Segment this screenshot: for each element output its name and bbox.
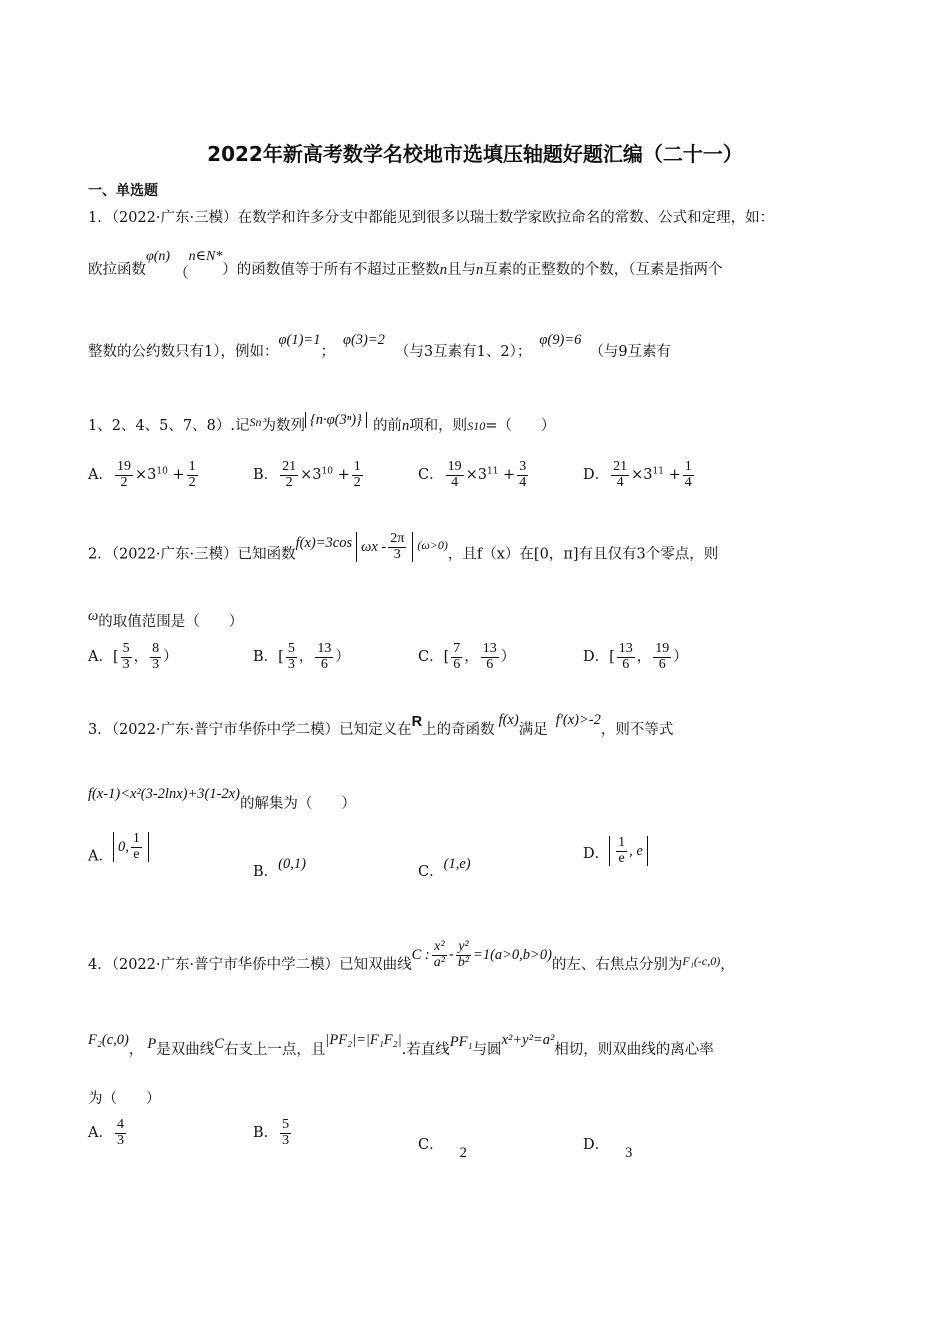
q1-euler-phi: φ(n) xyxy=(146,249,171,264)
option-label: B．[ xyxy=(253,649,284,666)
q1-text: ）的函数值等于所有不超过正整数 xyxy=(222,262,440,278)
fraction xyxy=(616,836,627,866)
bracket: ） xyxy=(673,649,688,666)
denominator: 6 xyxy=(658,656,666,672)
denominator: 4 xyxy=(616,474,624,490)
q1-text: 1、2、4、5、7、8）.记 xyxy=(88,418,250,434)
q1-text: 的前 xyxy=(372,418,402,434)
q3-option-a[interactable] xyxy=(88,831,149,872)
numerator: 1 xyxy=(684,459,692,474)
fraction xyxy=(286,642,297,672)
q3-f-x: f(x) xyxy=(498,712,519,728)
bracket: ） xyxy=(163,649,178,666)
times-power: ×3 xyxy=(465,467,487,484)
numerator: 5 xyxy=(122,641,130,656)
exponent: 11 xyxy=(486,466,499,477)
q4-line-1 xyxy=(88,939,858,980)
numerator: 13 xyxy=(618,641,633,656)
option-label: B． xyxy=(253,467,279,484)
q2-option-a[interactable] xyxy=(88,642,178,672)
option-label: A． xyxy=(88,1125,113,1142)
numerator: 1 xyxy=(353,459,361,474)
fraction xyxy=(131,832,142,862)
option-label: D． xyxy=(583,467,610,484)
q1-text: 且与 xyxy=(447,262,477,278)
q1-line-1: 1．（2022·广东·三模）在数学和许多分支中都能见到很多以瑞士数学家欧拉命名的常数、公式和定理，如： xyxy=(88,210,775,226)
q4-text: 右支上一点，且 xyxy=(223,1042,326,1058)
option-value: 3 xyxy=(625,1145,633,1161)
denominator: 3 xyxy=(393,546,401,562)
times-power: ×3 xyxy=(134,467,157,484)
bracket: ） xyxy=(335,649,350,666)
numerator: y² xyxy=(458,939,469,954)
numerator: 1 xyxy=(132,831,140,846)
q3-option-d[interactable] xyxy=(583,835,648,878)
denominator: e xyxy=(133,846,140,862)
q4-text: 的左、右焦点分别为 xyxy=(551,957,683,974)
denominator: 6 xyxy=(622,656,630,672)
comma: ， xyxy=(298,649,314,666)
q2-option-b[interactable] xyxy=(253,642,350,672)
q1-text: 互素的正整数的个数，（互素是指两个 xyxy=(483,262,723,278)
q4-text: 相切，则双曲线的离心率 xyxy=(554,1042,714,1058)
section-heading: 一、单选题 xyxy=(88,183,158,199)
denominator: 2 xyxy=(285,474,293,490)
option-label: C． xyxy=(418,864,444,880)
q4-option-d[interactable] xyxy=(583,1133,633,1161)
q4-line-pf1: PF₁ xyxy=(449,1034,473,1050)
numerator: 5 xyxy=(287,641,295,656)
denominator: 3 xyxy=(287,656,295,672)
q4-line-3: 为（ ） xyxy=(88,1091,161,1107)
denominator: 3 xyxy=(282,1132,290,1148)
interval xyxy=(609,836,648,866)
option-label: C． xyxy=(418,1137,444,1153)
q1-option-c[interactable] xyxy=(418,460,530,490)
q1-domain: n∈N* xyxy=(188,249,223,264)
option-label: B． xyxy=(253,1125,279,1142)
q1-s10: S10 xyxy=(467,419,486,433)
fraction xyxy=(653,642,671,672)
q4-option-c[interactable] xyxy=(418,1133,467,1161)
denominator: e xyxy=(618,850,625,866)
q2-condition: (ω>0) xyxy=(417,537,448,552)
q3-text: 的解集为（ ） xyxy=(239,796,356,812)
q4-condition: |PF₂|=|F₁F₂| xyxy=(325,1032,402,1048)
q2-line-2 xyxy=(88,610,858,631)
q4-text: 与圆 xyxy=(472,1042,502,1058)
fraction xyxy=(150,642,161,672)
denominator: 3 xyxy=(122,656,130,672)
fraction xyxy=(115,460,133,490)
q3-text: 3．（2022·广东·普宁市华侨中学二模）已知定义在 xyxy=(88,722,412,738)
option-value: 2 xyxy=(459,1145,467,1161)
q1-text: （与3互素有1、2）； xyxy=(394,344,532,360)
q2-argument xyxy=(356,532,413,562)
page-title: 2022年新高考数学名校地市选填压轴题好题汇编（二十一） xyxy=(207,142,743,166)
plus: + xyxy=(503,467,516,484)
numerator: 7 xyxy=(453,641,461,656)
numerator: 2π xyxy=(390,531,405,546)
interval: (0,1) xyxy=(278,856,306,872)
option-label: A． xyxy=(88,467,113,484)
q4-equation: =1(a>0,b>0) xyxy=(473,947,552,964)
q2-option-d[interactable] xyxy=(583,642,688,672)
fraction xyxy=(280,1118,291,1148)
q1-example-1: φ(1)=1 xyxy=(278,332,321,348)
numerator: 3 xyxy=(519,459,527,474)
q2-text: 2．（2022·广东·三模）已知函数 xyxy=(88,546,296,563)
q3-option-c[interactable] xyxy=(418,856,471,881)
q4-text: 4．（2022·广东·普宁市华侨中学二模）已知双曲线 xyxy=(88,957,412,974)
numerator: 4 xyxy=(116,1117,124,1132)
numerator: 13 xyxy=(317,641,332,656)
numerator: 21 xyxy=(613,459,628,474)
q1-text: （与9互素有 xyxy=(589,344,672,360)
q1-var-n: n xyxy=(401,418,410,434)
interval-start: 0, xyxy=(117,838,129,855)
plus: + xyxy=(337,467,350,484)
option-label: C．[ xyxy=(418,649,450,666)
q1-line-4 xyxy=(88,414,858,435)
q1-sn: Sn xyxy=(249,415,262,429)
option-label: D．[ xyxy=(583,649,615,666)
q3-reals: R xyxy=(411,714,423,730)
q1-example-2: φ(3)=2 xyxy=(342,332,385,348)
q3-text: ，则不等式 xyxy=(600,722,674,738)
q1-text: 为数列 xyxy=(261,418,305,434)
q3-inequality: f(x-1)<x²(3-2lnx)+3(1-2x) xyxy=(88,786,240,802)
bracket: ） xyxy=(500,649,516,666)
q2-omega-x: ωx - xyxy=(361,538,387,555)
numerator: 19 xyxy=(116,459,131,474)
option-label: D． xyxy=(583,1137,610,1153)
fraction xyxy=(481,642,499,672)
fraction xyxy=(315,642,333,672)
q1-option-b[interactable] xyxy=(253,460,365,490)
q1-var-n: n xyxy=(476,262,484,278)
comma: ， xyxy=(636,649,652,666)
q4-curve-c: C xyxy=(214,1036,224,1052)
q4-focus-2: F₂(c,0) xyxy=(88,1032,129,1048)
denominator: a² xyxy=(433,954,445,970)
q4-text: ， xyxy=(720,957,735,974)
q4-option-a[interactable] xyxy=(88,1118,128,1148)
q4-circle: x²+y²=a² xyxy=(501,1032,555,1048)
q3-line-1 xyxy=(88,712,858,739)
q1-text: （ xyxy=(174,266,189,282)
q2-omega: ω xyxy=(88,608,99,624)
interval: (1,e) xyxy=(443,856,471,872)
option-label: C． xyxy=(418,467,444,484)
numerator: 8 xyxy=(152,641,160,656)
plus: + xyxy=(172,467,185,484)
q1-text: 整数的公约数只有1），例如： xyxy=(88,344,279,360)
exponent: 11 xyxy=(652,466,664,477)
q4-text: 是双曲线 xyxy=(156,1042,215,1058)
numerator: 1 xyxy=(618,835,626,850)
times-power: ×3 xyxy=(300,467,322,484)
fraction xyxy=(517,460,528,490)
denominator: 3 xyxy=(116,1132,124,1148)
q1-var-n: n xyxy=(439,262,448,278)
fraction xyxy=(451,642,462,672)
q3-derivative: f′(x)>-2 xyxy=(555,712,601,728)
q2-function: f(x)=3cos xyxy=(295,534,353,551)
denominator: 6 xyxy=(486,656,494,672)
q1-option-a[interactable] xyxy=(88,460,200,490)
numerator: 21 xyxy=(282,459,297,474)
q2-text: 的取值范围是（ ） xyxy=(98,614,244,630)
fraction xyxy=(432,940,447,970)
fraction xyxy=(456,940,471,970)
fraction xyxy=(352,460,363,490)
q3-option-b[interactable] xyxy=(253,856,306,881)
fraction xyxy=(388,532,406,562)
exponent: 10 xyxy=(321,466,333,477)
comma: ， xyxy=(464,649,479,666)
q1-example-3: φ(9)=6 xyxy=(539,332,582,348)
q4-option-b[interactable] xyxy=(253,1118,293,1148)
q3-line-2 xyxy=(88,786,858,813)
numerator: x² xyxy=(434,939,445,954)
fraction xyxy=(446,460,464,490)
denominator: 4 xyxy=(451,474,459,490)
q1-line-3 xyxy=(88,332,858,361)
q4-curve-label: C : xyxy=(411,947,430,964)
q4-point-p: P xyxy=(147,1036,157,1052)
fraction xyxy=(187,460,198,490)
denominator: 4 xyxy=(519,474,527,490)
fraction xyxy=(683,460,694,490)
fraction xyxy=(280,460,298,490)
option-label: B． xyxy=(253,864,279,880)
q4-text: ， xyxy=(128,1042,144,1058)
q4-line-2 xyxy=(88,1032,858,1059)
denominator: b² xyxy=(457,954,470,970)
fraction xyxy=(115,1118,126,1148)
q4-text: .若直线 xyxy=(401,1042,450,1058)
fraction xyxy=(617,642,635,672)
interval xyxy=(113,832,149,862)
option-label: D． xyxy=(583,846,610,862)
q2-option-c[interactable] xyxy=(418,642,515,672)
q1-text: 欧拉函数 xyxy=(88,262,146,278)
q2-text: ，且f（x）在[0，π]有且仅有3个零点，则 xyxy=(447,546,719,563)
numerator: 5 xyxy=(282,1117,290,1132)
q1-text: =（ ） xyxy=(485,418,556,434)
plus: + xyxy=(668,467,681,484)
numerator: 19 xyxy=(655,641,670,656)
interval-end: , e xyxy=(629,842,643,859)
q1-text: 项和，则 xyxy=(409,418,468,434)
q4-focus-1: F₁(-c,0) xyxy=(682,954,721,969)
denominator: 2 xyxy=(120,474,128,490)
minus: - xyxy=(448,947,454,964)
option-label: A．[ xyxy=(88,649,119,666)
fraction xyxy=(611,460,629,490)
denominator: 6 xyxy=(453,656,461,672)
q1-option-d[interactable] xyxy=(583,460,696,490)
q1-text: ； xyxy=(320,344,335,360)
numerator: 13 xyxy=(482,641,497,656)
q3-text: 满足 xyxy=(518,722,548,738)
denominator: 2 xyxy=(188,474,196,490)
denominator: 4 xyxy=(684,474,692,490)
comma: ， xyxy=(133,649,149,666)
q1-line-2 xyxy=(88,249,858,282)
denominator: 3 xyxy=(152,656,160,672)
q3-text: 上的奇函数 xyxy=(422,722,495,738)
times-power: ×3 xyxy=(631,467,653,484)
option-label: A． xyxy=(88,848,113,865)
q1-sequence: {n·φ(3ⁿ)} xyxy=(305,412,367,428)
fraction xyxy=(121,642,132,672)
denominator: 6 xyxy=(320,656,328,672)
exponent: 10 xyxy=(156,466,168,477)
numerator: 1 xyxy=(188,459,196,474)
denominator: 2 xyxy=(353,474,361,490)
numerator: 19 xyxy=(447,459,462,474)
